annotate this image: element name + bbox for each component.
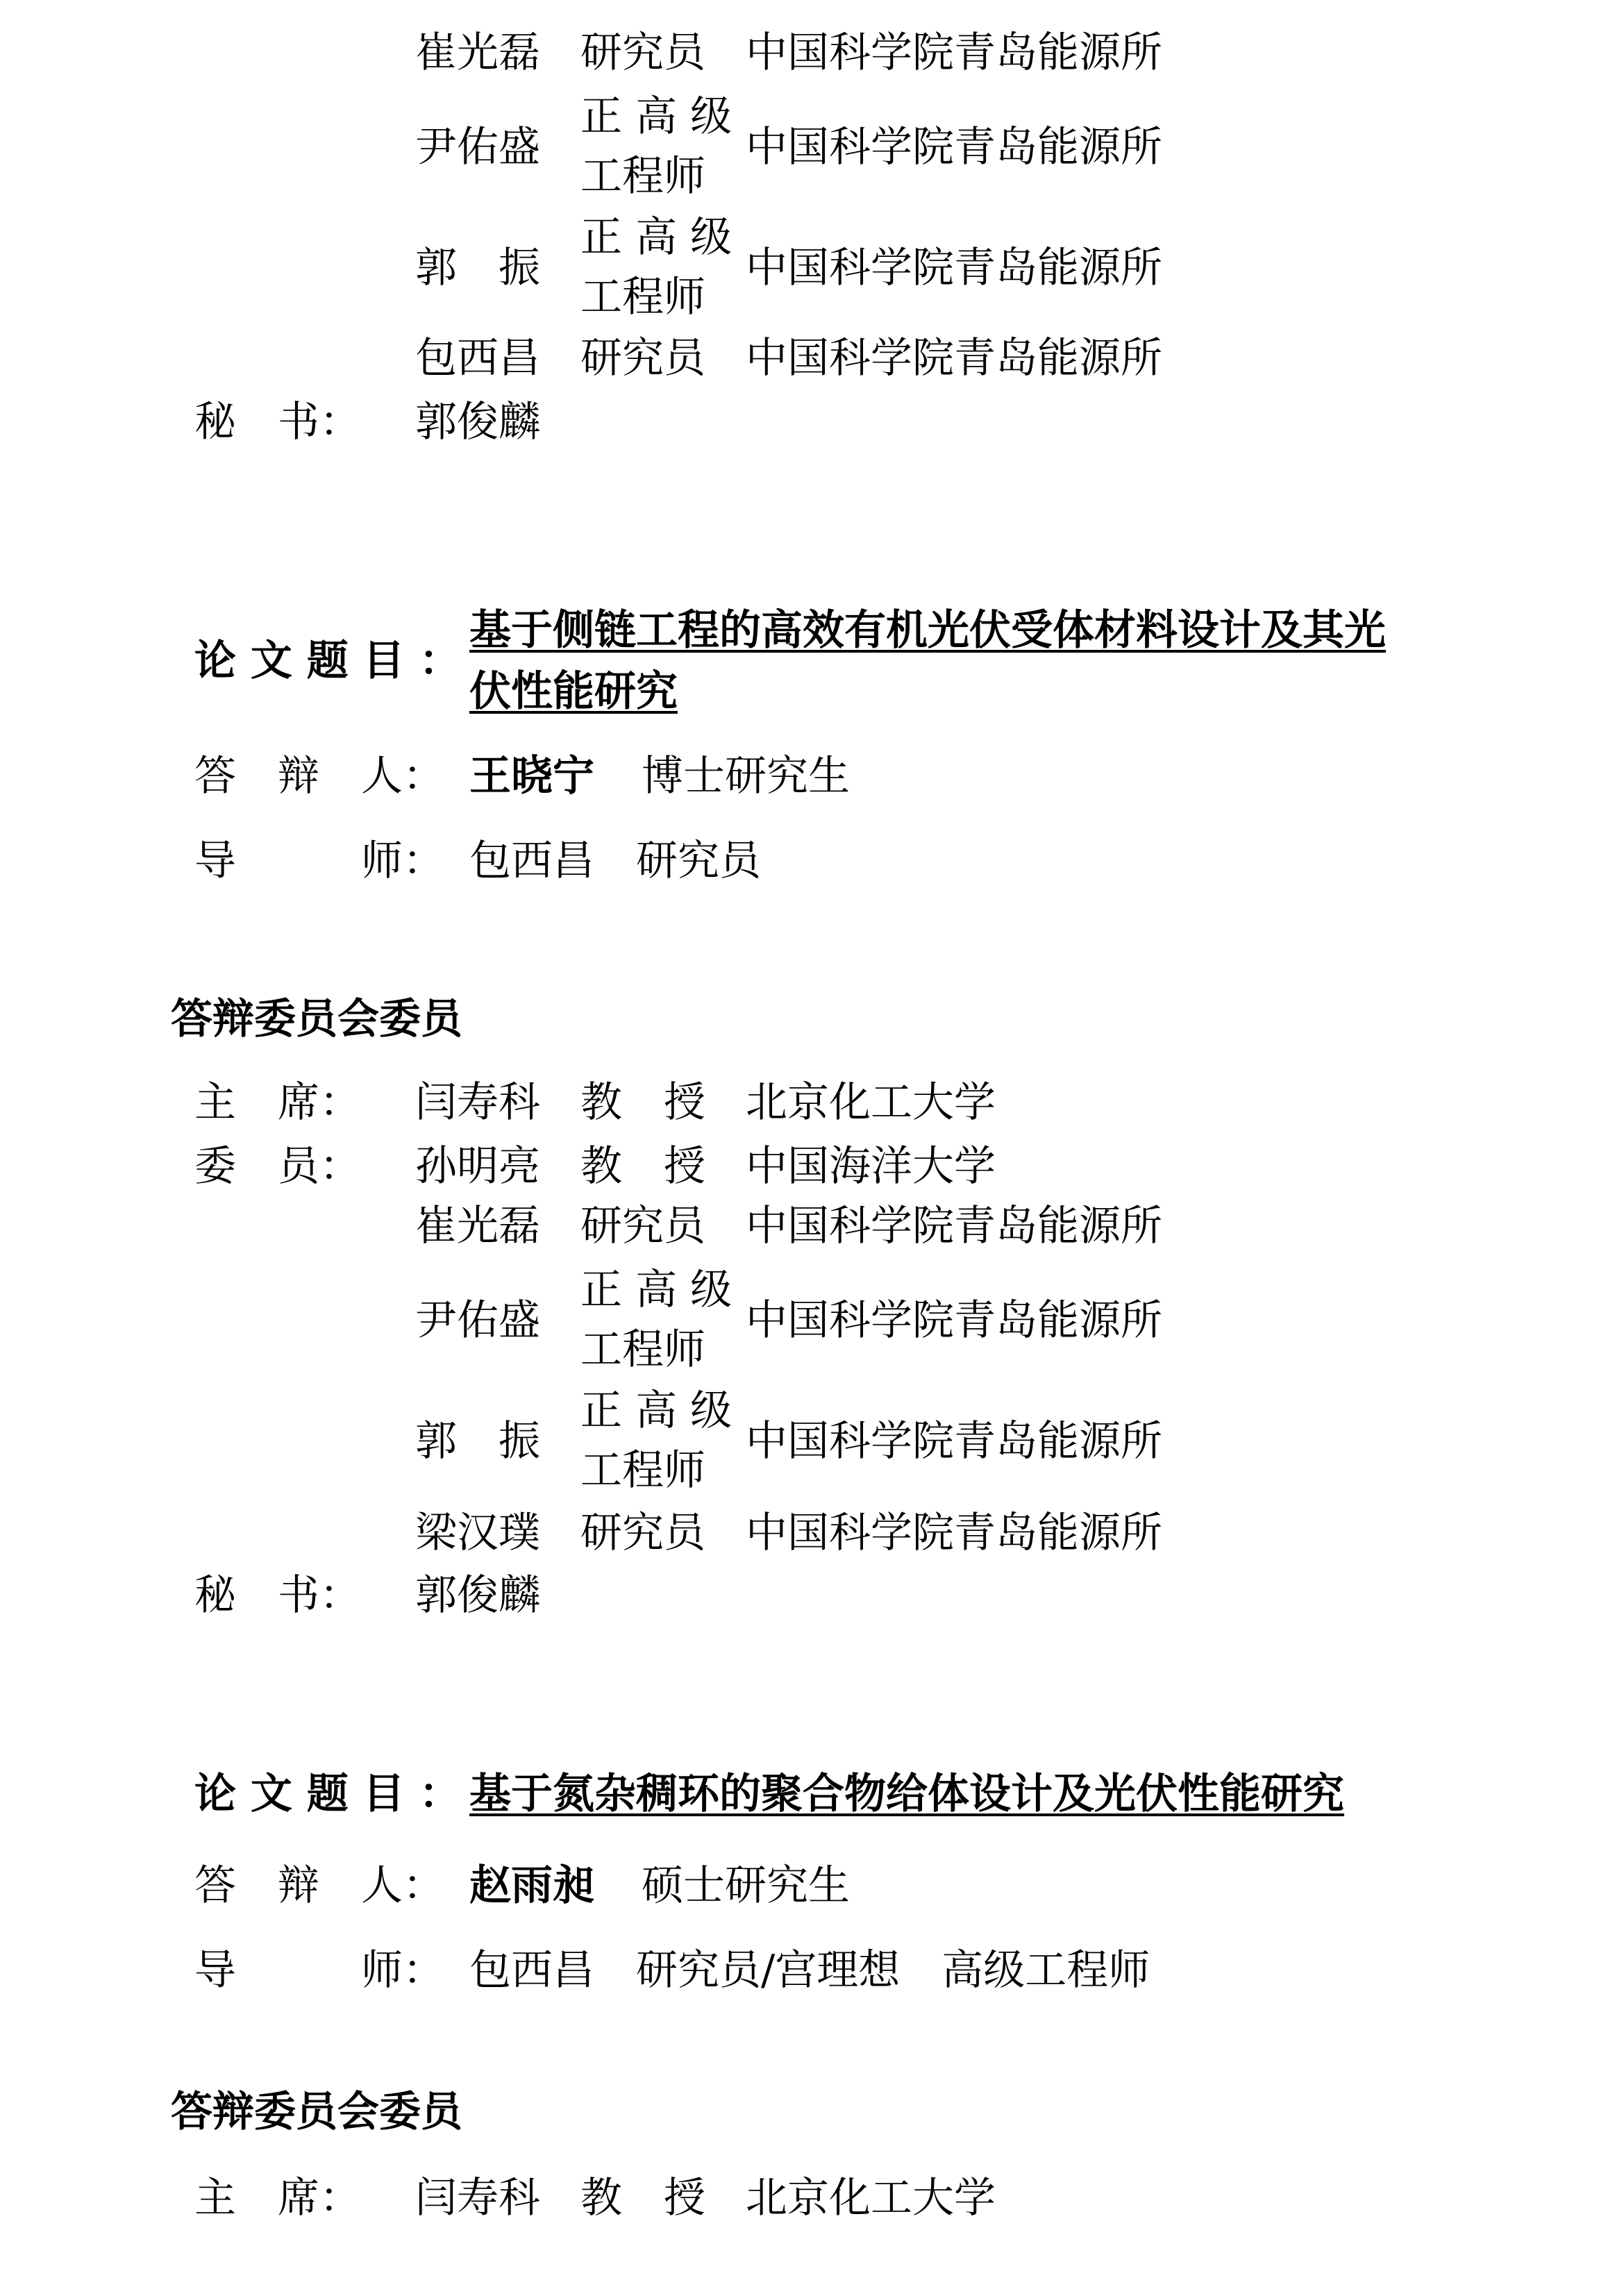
member-org: 中国海洋大学 <box>746 1142 996 1191</box>
member-title: 教 授 <box>580 1142 705 1191</box>
thesis-title-line-2: 伏性能研究 <box>469 667 678 716</box>
secretary-name: 郭俊麟 <box>415 1571 540 1620</box>
secretary-label: 秘 书： <box>194 1571 361 1620</box>
member-name: 尹佑盛 <box>415 1296 540 1345</box>
chair-org: 北京化工大学 <box>746 1078 996 1127</box>
defender-label: 答 辩 人： <box>194 1861 444 1910</box>
member-name: 崔光磊 <box>415 28 540 77</box>
member-name: 郭 振 <box>415 1417 540 1466</box>
member-title: 研究员 <box>580 28 705 77</box>
member-title: 工程师 <box>580 1446 705 1495</box>
member-title: 正 高 级 <box>580 1266 733 1314</box>
member-org: 中国科学院青岛能源所 <box>746 244 1162 292</box>
thesis-title-line-1: 基于侧链工程的高效有机光伏受体材料设计及其光 <box>469 606 1386 655</box>
chair-title: 教 授 <box>580 2174 705 2222</box>
member-title: 工程师 <box>580 1325 705 1374</box>
secretary-label: 秘 书： <box>194 398 361 446</box>
member-title: 工程师 <box>580 273 705 321</box>
member-org: 中国科学院青岛能源所 <box>746 123 1162 171</box>
member-name: 郭 振 <box>415 244 540 292</box>
member-title: 研究员 <box>580 1509 705 1557</box>
committee-heading: 答辩委员会委员 <box>171 2088 462 2136</box>
supervisor-label: 导 师： <box>194 1946 444 1995</box>
secretary-name: 郭俊麟 <box>415 398 540 446</box>
member-title: 研究员 <box>580 1202 705 1250</box>
chair-label: 主 席： <box>194 2174 361 2222</box>
member-name: 崔光磊 <box>415 1202 540 1250</box>
defender-label: 答 辩 人： <box>194 752 444 801</box>
member-org: 中国科学院青岛能源所 <box>746 1296 1162 1345</box>
supervisor-name: 包西昌 研究员 <box>469 837 761 885</box>
defender-degree: 博士研究生 <box>642 752 850 801</box>
member-org: 中国科学院青岛能源所 <box>746 1202 1162 1250</box>
member-title: 正 高 级 <box>580 213 733 262</box>
chair-label: 主 席： <box>194 1078 361 1127</box>
chair-name: 闫寿科 <box>415 1078 540 1127</box>
defender-name: 赵雨昶 <box>469 1861 594 1910</box>
member-org: 中国科学院青岛能源所 <box>746 334 1162 383</box>
supervisor-label: 导 师： <box>194 837 444 885</box>
chair-org: 北京化工大学 <box>746 2174 996 2222</box>
member-name: 孙明亮 <box>415 1142 540 1191</box>
defender-name: 王晓宁 <box>469 752 594 801</box>
member-org: 中国科学院青岛能源所 <box>746 1417 1162 1466</box>
member-title: 研究员 <box>580 334 705 383</box>
member-name: 尹佑盛 <box>415 123 540 171</box>
member-name: 梁汉璞 <box>415 1509 540 1557</box>
committee-heading: 答辩委员会委员 <box>171 995 462 1044</box>
member-org: 中国科学院青岛能源所 <box>746 28 1162 77</box>
member-title: 工程师 <box>580 152 705 201</box>
defender-degree: 硕士研究生 <box>642 1861 850 1910</box>
member-title: 正 高 级 <box>580 92 733 141</box>
member-title: 正 高 级 <box>580 1386 733 1435</box>
thesis-title-label: 论 文 题 目 ： <box>194 637 461 685</box>
member-name: 包西昌 <box>415 334 540 383</box>
members-label: 委 员： <box>194 1142 361 1191</box>
chair-name: 闫寿科 <box>415 2174 540 2222</box>
chair-title: 教 授 <box>580 1078 705 1127</box>
member-org: 中国科学院青岛能源所 <box>746 1509 1162 1557</box>
thesis-title-label: 论 文 题 目 ： <box>194 1770 461 1818</box>
supervisor-name: 包西昌 研究员/宫理想 高级工程师 <box>469 1946 1150 1995</box>
thesis-title-line-1: 基于氮杂稠环的聚合物给体设计及光伏性能研究 <box>469 1770 1344 1818</box>
